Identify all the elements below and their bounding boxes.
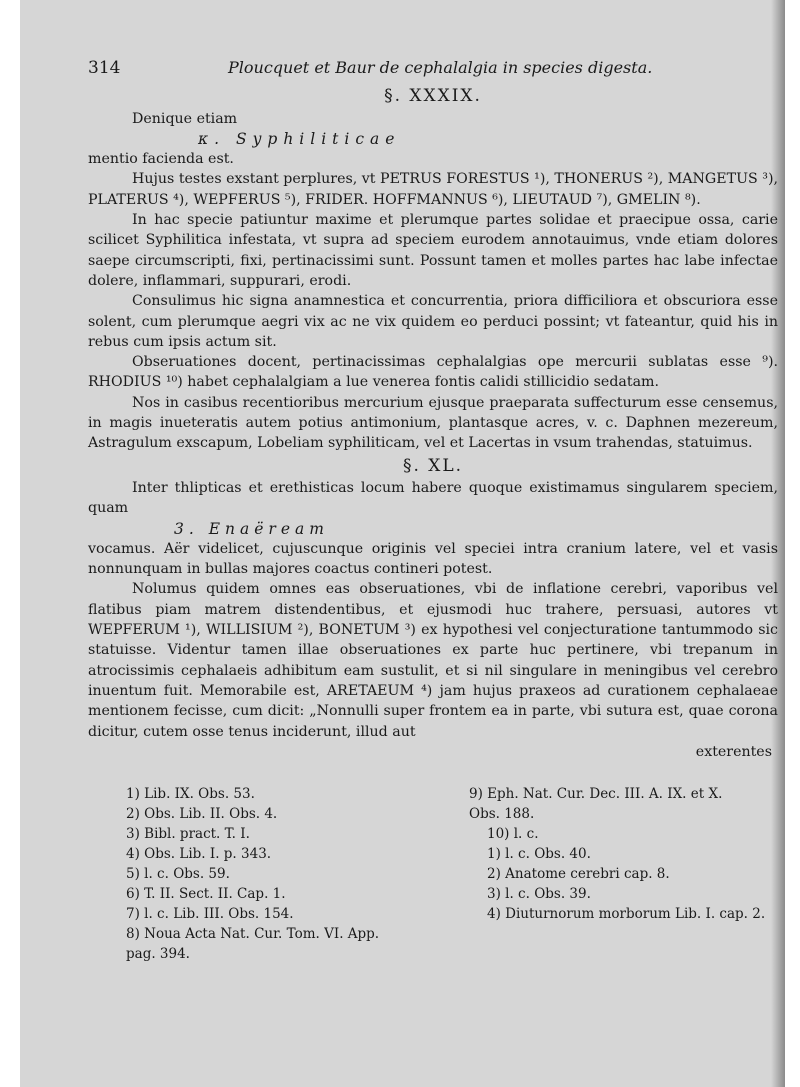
footnote: 3) l. c. Obs. 39.: [487, 886, 591, 903]
paragraph-3: In hac specie patiuntur maxime et plerumque partes solidae et praecipue ossa, carie scilicet Syphilitica infestata, vt supra ad speciem eurodem annotauimus, vnde etiam dolores saepe circumscripti, fixi, pertinacissimi sunt. Possunt tamen et molles partes hac labe infectae dolere, inflammari, suppurari, erodi.: [88, 212, 778, 289]
paragraph-8: vocamus. Aër videlicet, cujuscunque originis vel speciei intra cranium latere, vel et vasis nonnunquam in bullas majores coactus contineri potest.: [88, 540, 778, 578]
footnote: 5) l. c. Obs. 59.: [126, 866, 230, 883]
paragraph-9: Nolumus quidem omnes eas obseruationes, vbi de inflatione cerebri, vaporibus vel flatibus piam matrem distendentibus, et ejusmodi huc trahere, persuasi, autores vt WEPFERUM ¹), WILLISIUM ²), BONETUM ³) ex hypothesi vel conjecturatione tantummodo sic statuisse. Videntur tamen illae obseruationes ex parte huc pertinere, vbi trepanum in atrocissimis cephalaeis adhibitum eam sustulit, et si nil singulare in meningibus vel cerebro inuentum fuit. Memorabile est, ARETAEUM ⁴) jam hujus praxeos ad curationem cephalaeae mentionem fecisse, cum dicit: „Nonnulli super frontem ea in parte, vbi sutura est, quae corona dicitur, cutem osse tenus inciderunt, illud aut: [88, 581, 778, 740]
species-heading-enaeream: 3. Enaëream: [174, 519, 329, 538]
paragraph-4: Consulimus hic signa anamnestica et concurrentia, priora difficiliora et obscuriora esse solent, cum plerumque aegri vix ac ne vix quidem eo perduci possint; vt fateantur, quid his in rebus cum ipsis actum sit.: [88, 293, 778, 350]
paragraph-1-start: Denique etiam: [132, 110, 238, 127]
catchword: exterentes: [695, 743, 772, 760]
footnote: 9) Eph. Nat. Cur. Dec. III. A. IX. et X.: [469, 786, 723, 803]
footnote-continuation: pag. 394.: [126, 946, 190, 963]
footnote: 1) Lib. IX. Obs. 53.: [126, 786, 255, 803]
running-title: Ploucquet et Baur de cephalalgia in species digesta.: [228, 58, 653, 77]
footnotes-left-column: [88, 784, 435, 964]
page-number: 314: [88, 58, 121, 78]
paragraph-5: Obseruationes docent, pertinacissimas cephalalgias ope mercurii sublatas esse ⁹). RHODIUS ¹⁰) habet cephalalgiam a lue venerea fontis calidi stillicidio sedatam.: [88, 354, 778, 391]
section-heading-40: §. XL.: [402, 455, 464, 476]
species-heading-syphiliticae: κ. Syphiliticae: [198, 129, 401, 148]
paragraph-1-end: mentio facienda est.: [88, 151, 234, 168]
paragraph-6: Nos in casibus recentioribus mercurium ejusque praeparata suffecturum esse censemus, in magis inueteratis autem potius antimonium, plantasque acres, v. c. Daphnen mezereum, Astragulum exscapum, Lobeliam syphiliticam, vel et Lacertas in vsum trahendas, statuimus.: [88, 394, 778, 452]
footnote: 8) Noua Acta Nat. Cur. Tom. VI. App.: [126, 926, 380, 943]
paragraph-7: Inter thlipticas et erethisticas locum habere quoque existimamus singularem speciem, quam: [88, 479, 778, 517]
footnote: 4) Diuturnorum morborum Lib. I. cap. 2.: [487, 906, 766, 923]
footnotes-right-column: [435, 784, 778, 964]
footnote: 2) Obs. Lib. II. Obs. 4.: [126, 806, 278, 823]
running-header: [88, 58, 778, 78]
book-page: [20, 0, 785, 1087]
footnote: 6) T. II. Sect. II. Cap. 1.: [126, 886, 286, 903]
section-heading-39: §. XXXIX.: [384, 86, 482, 107]
paragraph-2: Hujus testes exstant perplures, vt PETRUS FORESTUS ¹), THONERUS ²), MANGETUS ³), PLATERUS ⁴), WEPFERUS ⁵), FRIDER. HOFFMANNUS ⁶), LIEUTAUD ⁷), GMELIN ⁸).: [88, 171, 778, 208]
footnote: 7) l. c. Lib. III. Obs. 154.: [126, 906, 294, 923]
footnote: 1) l. c. Obs. 40.: [487, 846, 591, 863]
page-content: [88, 58, 778, 964]
footnote: 10) l. c.: [487, 826, 539, 843]
footnote: 3) Bibl. pract. T. I.: [126, 826, 250, 843]
footnotes: [88, 784, 778, 964]
footnote: 4) Obs. Lib. I. p. 343.: [126, 846, 272, 863]
footnote-continuation: Obs. 188.: [469, 806, 535, 823]
footnote: 2) Anatome cerebri cap. 8.: [487, 866, 670, 883]
